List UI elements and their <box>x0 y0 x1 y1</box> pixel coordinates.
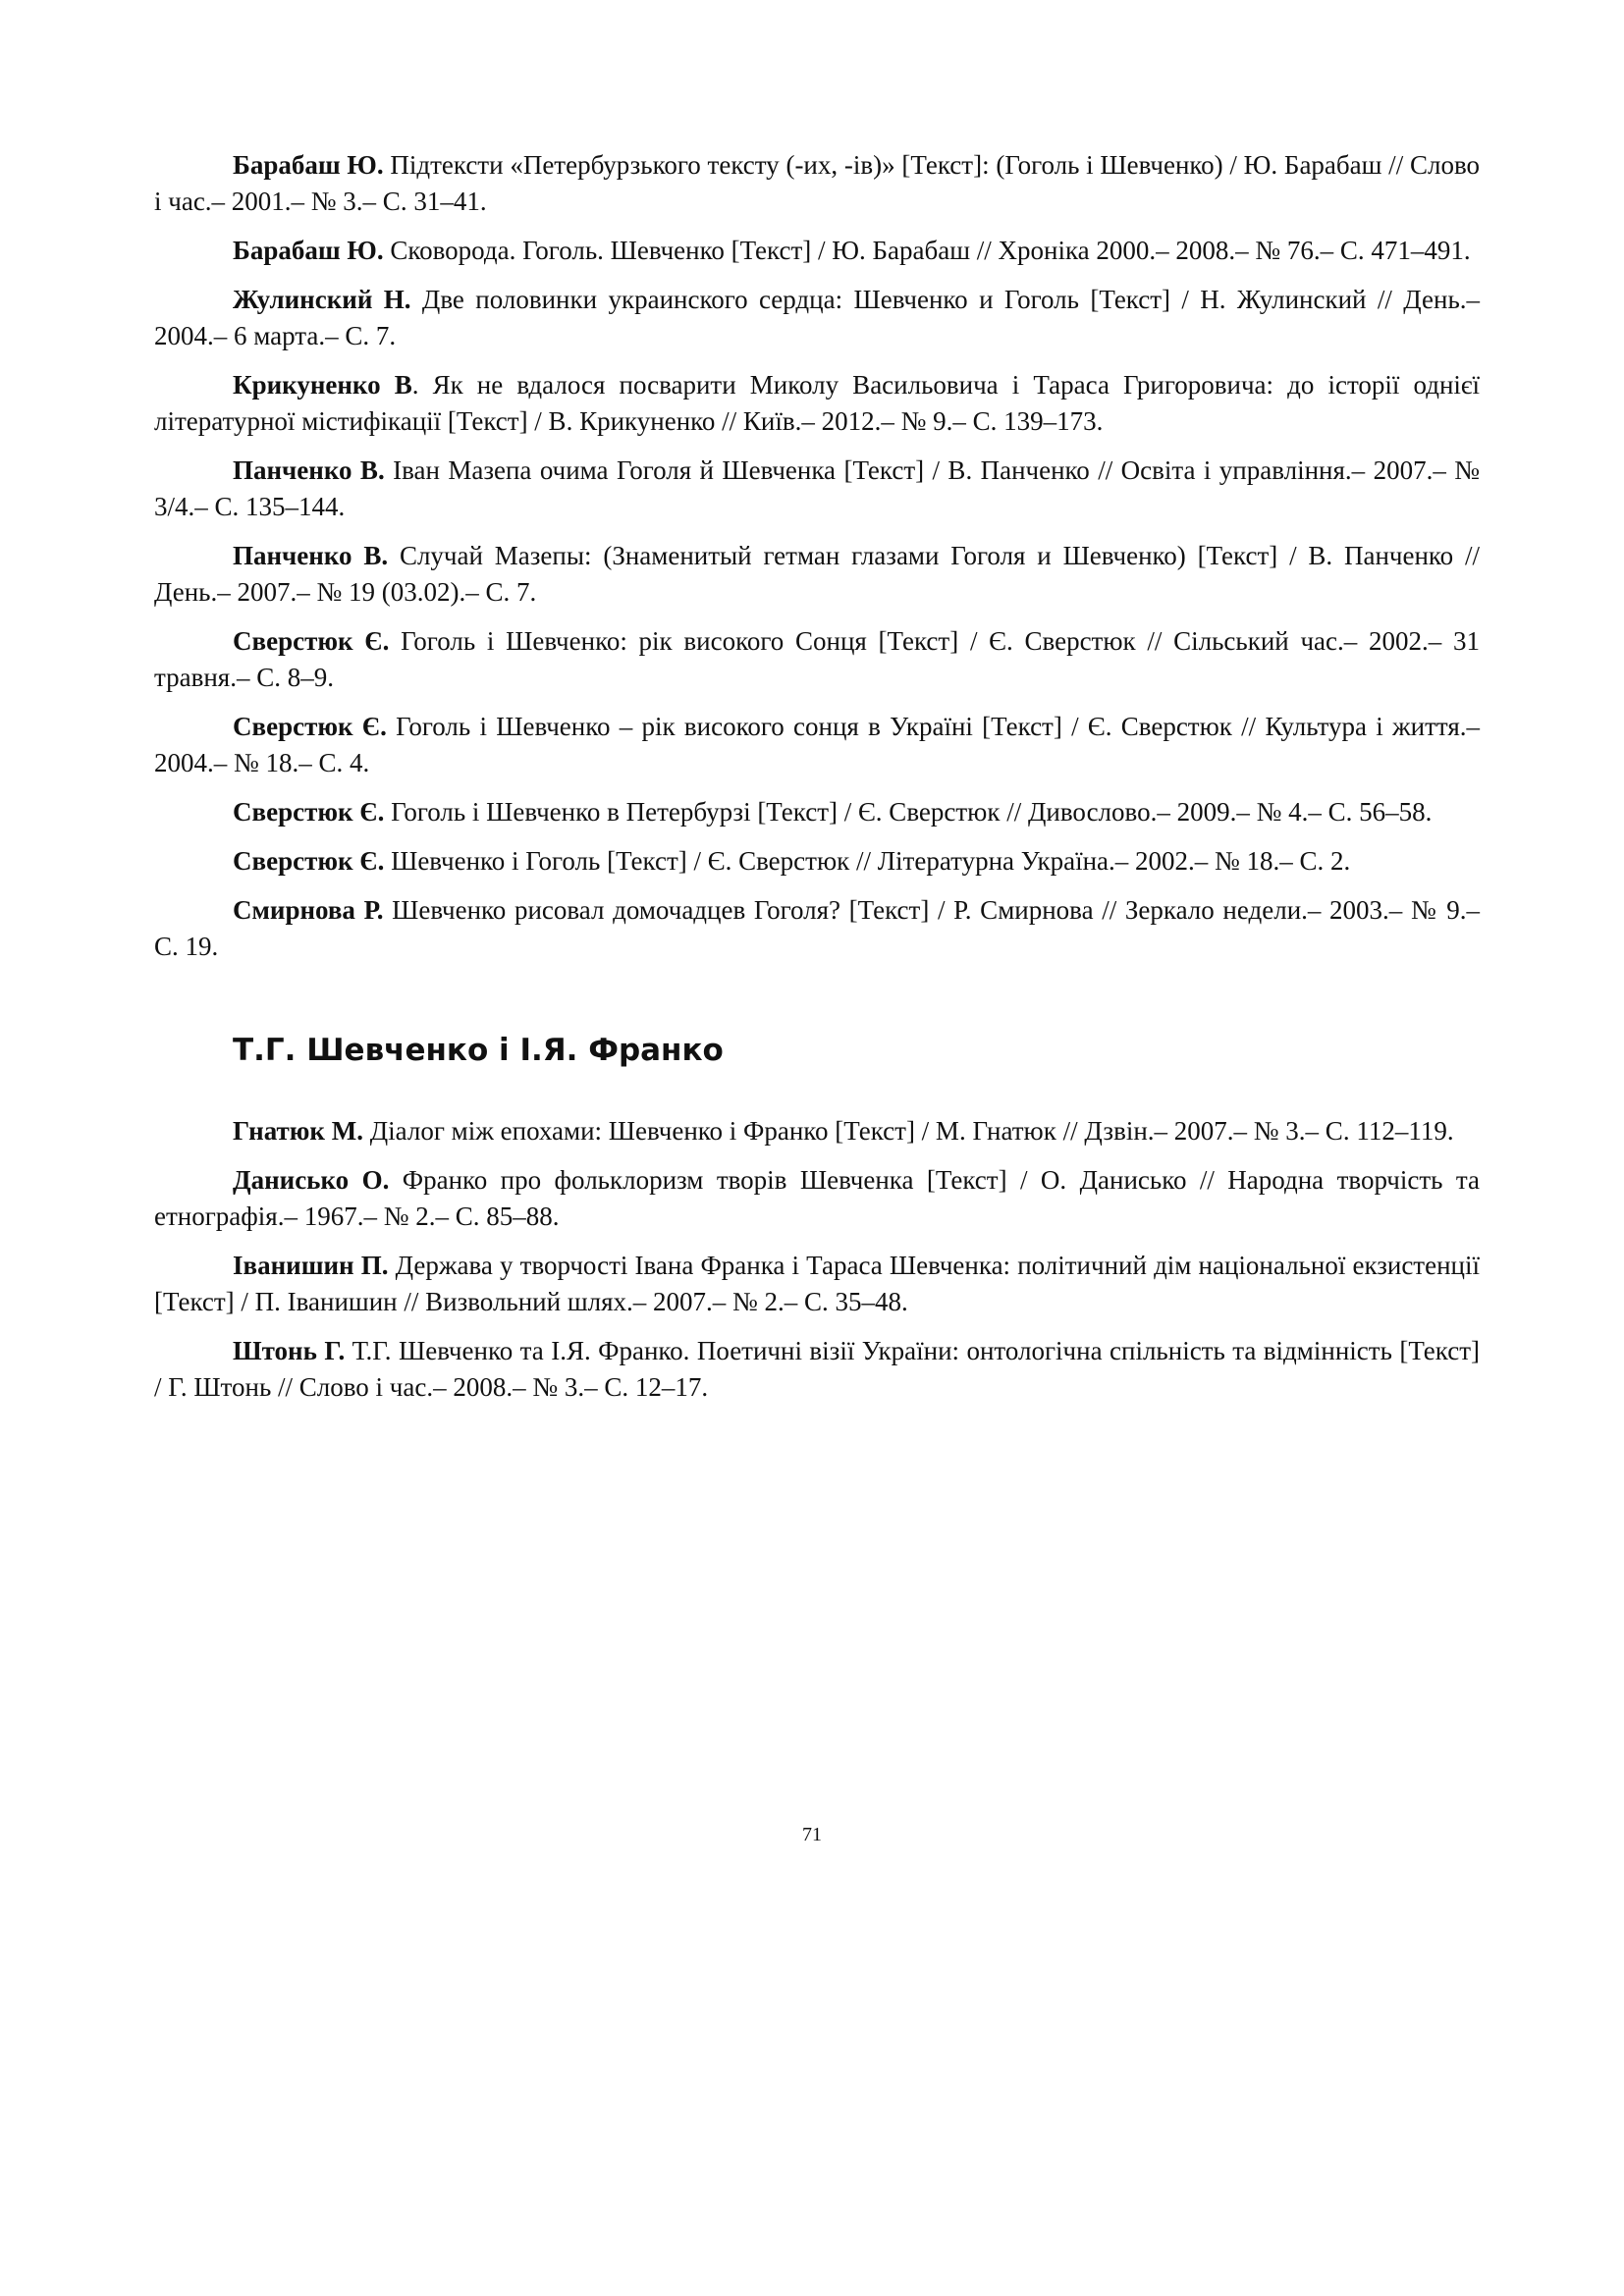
bibliography-entry <box>154 233 1480 269</box>
entry-author: Сверстюк Є. <box>233 797 385 827</box>
bibliography-section-gogol <box>154 147 1480 965</box>
entry-author: Штонь Г. <box>233 1336 346 1365</box>
entry-text: Гоголь і Шевченко – рік високого сонця в Україні [Текст] / Є. Сверстюк // Культура і життя.– 2004.– № 18.– С. 4. <box>154 712 1480 777</box>
section-heading: Т.Г. Шевченко і І.Я. Франко <box>233 1033 724 1068</box>
bibliography-entry <box>154 538 1480 611</box>
entry-text: Т.Г. Шевченко та І.Я. Франко. Поетичні візії України: онтологічна спільність та відмінність [Текст] / Г. Штонь // Слово і час.– 2008.– № 3.– С. 12–17. <box>154 1336 1480 1402</box>
entry-text: Підтексти «Петербурзького тексту (-их, -ів)» [Текст]: (Гоголь і Шевченко) / Ю. Барабаш // Слово і час.– 2001.– № 3.– С. 31–41. <box>154 150 1481 216</box>
entry-text: Шевченко і Гоголь [Текст] / Є. Сверстюк // Літературна Україна.– 2002.– № 18.– С. 2. <box>384 846 1351 876</box>
bibliography-entry <box>154 1333 1480 1406</box>
bibliography-entry <box>154 282 1480 354</box>
entry-author: Панченко В. <box>233 455 385 485</box>
entry-text: Держава у творчості Івана Франка і Тараса Шевченка: політичний дім національної екзистенції [Текст] / П. Іванишин // Визвольний шлях.– 2007.– № 2.– С. 35–48. <box>154 1251 1480 1316</box>
entry-author: Данисько О. <box>233 1165 390 1195</box>
entry-text: Діалог між епохами: Шевченко і Франко [Текст] / М. Гнатюк // Дзвін.– 2007.– № 3.– С. 112–119. <box>362 1116 1454 1146</box>
entry-author: Сверстюк Є. <box>233 712 387 741</box>
entry-text: . Як не вдалося посварити Миколу Васильовича і Тараса Григоровича: до історії однієї літературної містифікації [Текст] / В. Крикуненко // Київ.– 2012.– № 9.– С. 139–173. <box>154 370 1480 436</box>
bibliography-entry <box>154 367 1480 440</box>
bibliography-entry <box>154 794 1480 830</box>
bibliography-page <box>154 147 1480 1418</box>
entry-author: Барабаш Ю. <box>233 236 384 265</box>
entry-text: Случай Мазепы: (Знаменитый гетман глазами Гоголя и Шевченко) [Текст] / В. Панченко // День.– 2007.– № 19 (03.02).– С. 7. <box>154 541 1480 607</box>
entry-text: Гоголь і Шевченко в Петербурзі [Текст] / Є. Сверстюк // Дивослово.– 2009.– № 4.– С. 56–58. <box>384 797 1433 827</box>
entry-author: Сверстюк Є. <box>233 626 390 656</box>
entry-text: Гоголь і Шевченко: рік високого Сонця [Текст] / Є. Сверстюк // Сільський час.– 2002.– 31 травня.– С. 8–9. <box>154 626 1481 692</box>
bibliography-entry <box>154 453 1480 525</box>
bibliography-entry <box>154 1248 1480 1320</box>
bibliography-entry <box>154 892 1480 965</box>
entry-author: Барабаш Ю. <box>233 150 384 180</box>
entry-text: Две половинки украинского сердца: Шевченко и Гоголь [Текст] / Н. Жулинский // День.– 2004.– 6 марта.– С. 7. <box>154 285 1481 350</box>
entry-text: Іван Мазепа очима Гоголя й Шевченка [Текст] / В. Панченко // Освіта і управління.– 2007.– № 3/4.– С. 135–144. <box>154 455 1480 521</box>
entry-author: Крикуненко В <box>233 370 412 400</box>
entry-author: Панченко В. <box>233 541 389 570</box>
entry-text: Шевченко рисовал домочадцев Гоголя? [Текст] / Р. Смирнова // Зеркало недели.– 2003.– № 9.– С. 19. <box>154 895 1481 961</box>
bibliography-entry <box>154 1113 1480 1149</box>
bibliography-entry <box>154 147 1480 220</box>
bibliography-section-franko <box>154 1113 1480 1406</box>
entry-text: Сковорода. Гоголь. Шевченко [Текст] / Ю. Барабаш // Хроніка 2000.– 2008.– № 76.– С. 471–491. <box>383 236 1471 265</box>
entry-author: Гнатюк М. <box>233 1116 363 1146</box>
bibliography-entry <box>154 709 1480 781</box>
bibliography-entry <box>154 1162 1480 1235</box>
entry-text: Франко про фольклоризм творів Шевченка [Текст] / О. Данисько // Народна творчість та етнографія.– 1967.– № 2.– С. 85–88. <box>154 1165 1480 1231</box>
bibliography-entry <box>154 623 1480 696</box>
entry-author: Іванишин П. <box>233 1251 389 1280</box>
entry-author: Смирнова Р. <box>233 895 384 925</box>
entry-author: Жулинский Н. <box>233 285 411 314</box>
entry-author: Сверстюк Є. <box>233 846 385 876</box>
bibliography-entry <box>154 843 1480 880</box>
page-number: 71 <box>802 1824 822 1845</box>
